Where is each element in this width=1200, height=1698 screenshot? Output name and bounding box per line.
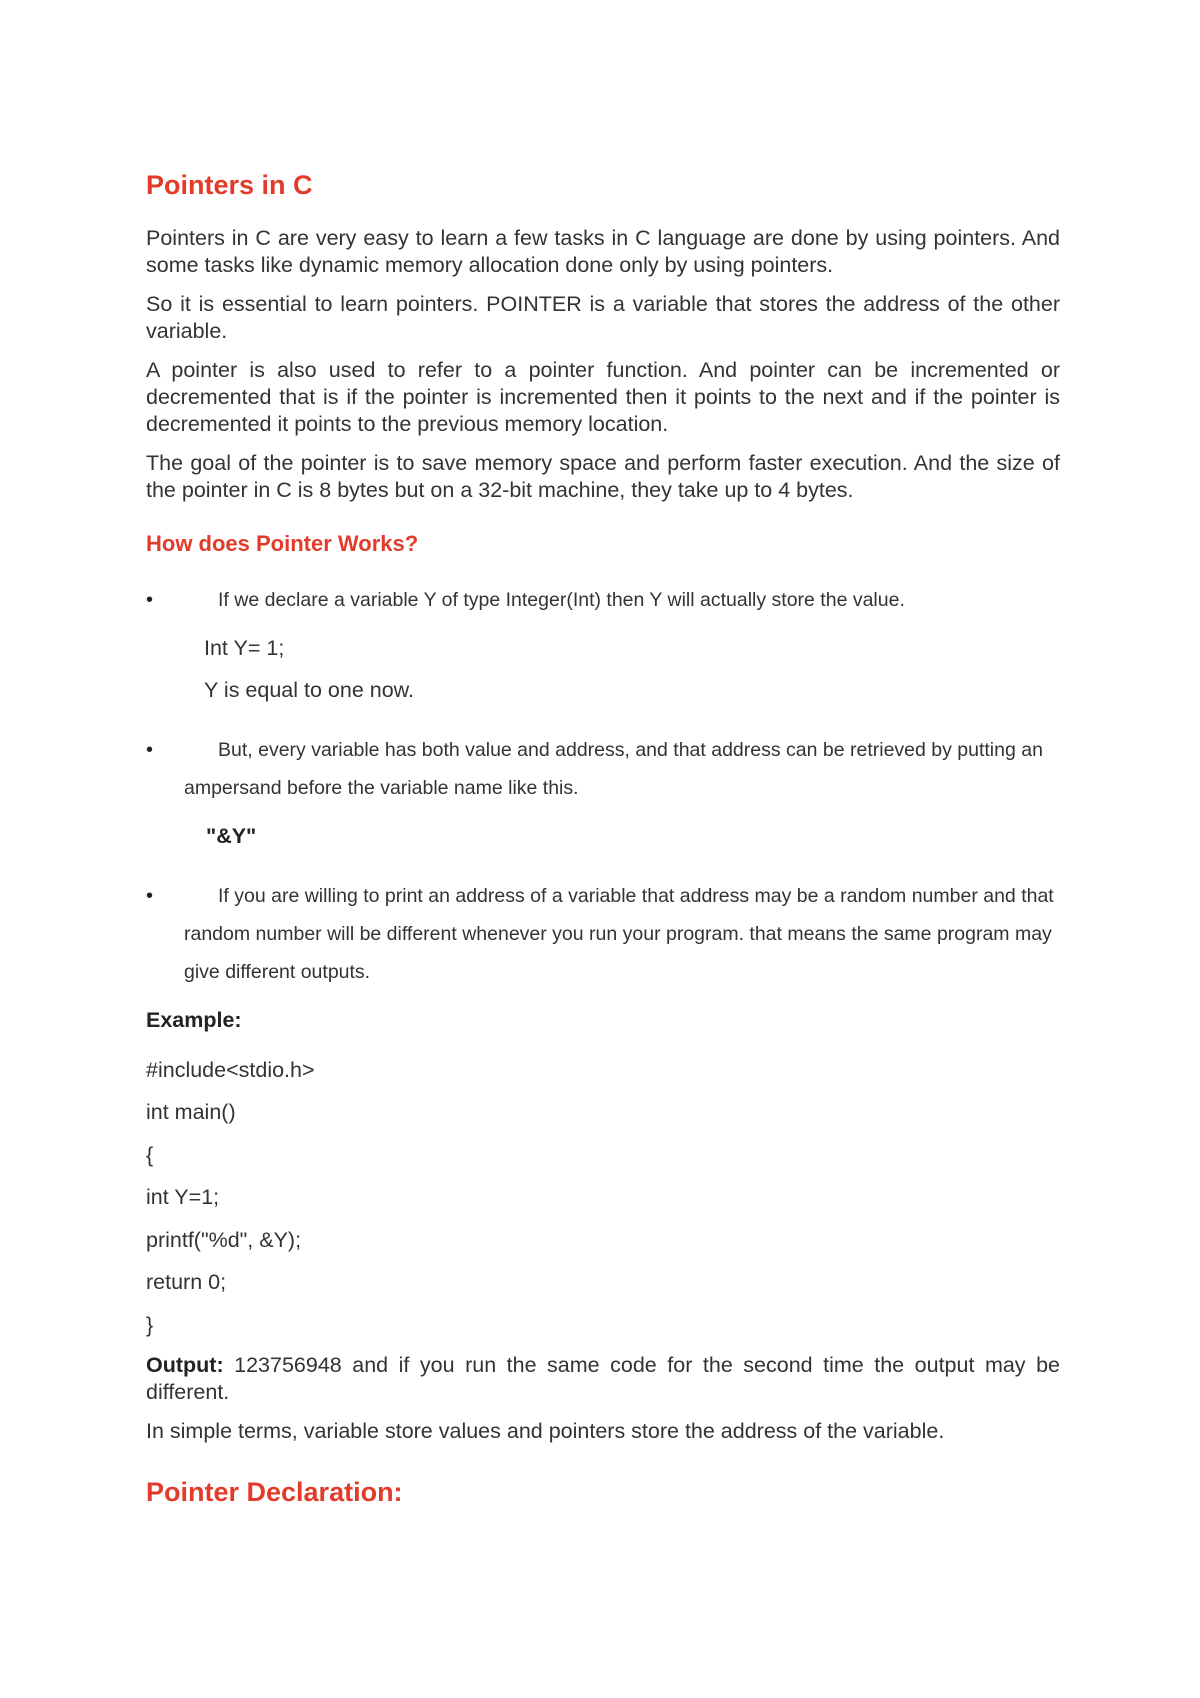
output-text: 123756948 and if you run the same code for the second time the output may be different. [146,1353,1060,1405]
bullet-text: If you are willing to print an address of a variable that address may be a random number and that random number will be different whenever you run your program. that means the same program may give different outputs. [184,884,1054,983]
code-example [146,1049,1060,1347]
intro-paragraph-2: So it is essential to learn pointers. POINTER is a variable that stores the address of the other variable. [146,292,1060,344]
bullet-text: If we declare a variable Y of type Integer(Int) then Y will actually store the value. [218,588,905,611]
code-line: printf("%d", &Y); [146,1227,302,1252]
code-line: int Y=1; [146,1185,220,1210]
list-item [146,581,1060,619]
output-label: Output: [146,1353,224,1378]
list-item [146,877,1060,991]
section-heading-pointer-declaration: Pointer Declaration: [146,1477,403,1508]
code-sample-declaration: Int Y= 1; [204,635,285,660]
address-of-example: "&Y" [206,823,257,848]
explanation-line: Y is equal to one now. [204,677,414,702]
code-line: #include<stdio.h> [146,1057,315,1082]
output-paragraph [146,1352,1060,1406]
section-heading-how-pointer-works: How does Pointer Works? [146,531,419,557]
bullet-icon: • [146,588,154,611]
bullet-icon: • [146,884,154,907]
page-title: Pointers in C [146,170,313,200]
code-line: int main() [146,1100,236,1125]
bullet-text: But, every variable has both value and address, and that address can be retrieved by putting an ampersand before the variable name like this. [184,738,1043,799]
intro-paragraph-3: A pointer is also used to refer to a pointer function. And pointer can be incremented or decremented that is if the pointer is incremented then it points to the next and if the pointer is decremented it points to the previous memory location. [146,358,1060,437]
summary-paragraph: In simple terms, variable store values and pointers store the address of the variable. [146,1419,945,1444]
list-item [146,731,1060,807]
bullet-icon: • [146,738,154,761]
code-line: return 0; [146,1270,227,1295]
document-page [146,168,1060,1510]
intro-paragraph-1: Pointers in C are very easy to learn a few tasks in C language are done by using pointers. And some tasks like dynamic memory allocation done only by using pointers. [146,226,1060,278]
how-it-works-list [146,581,1060,991]
intro-paragraph-4: The goal of the pointer is to save memory space and perform faster execution. And the size of the pointer in C is 8 bytes but on a 32-bit machine, they take up to 4 bytes. [146,451,1060,503]
code-line: { [146,1142,154,1167]
code-line: } [146,1312,154,1337]
example-label: Example: [146,1007,242,1032]
